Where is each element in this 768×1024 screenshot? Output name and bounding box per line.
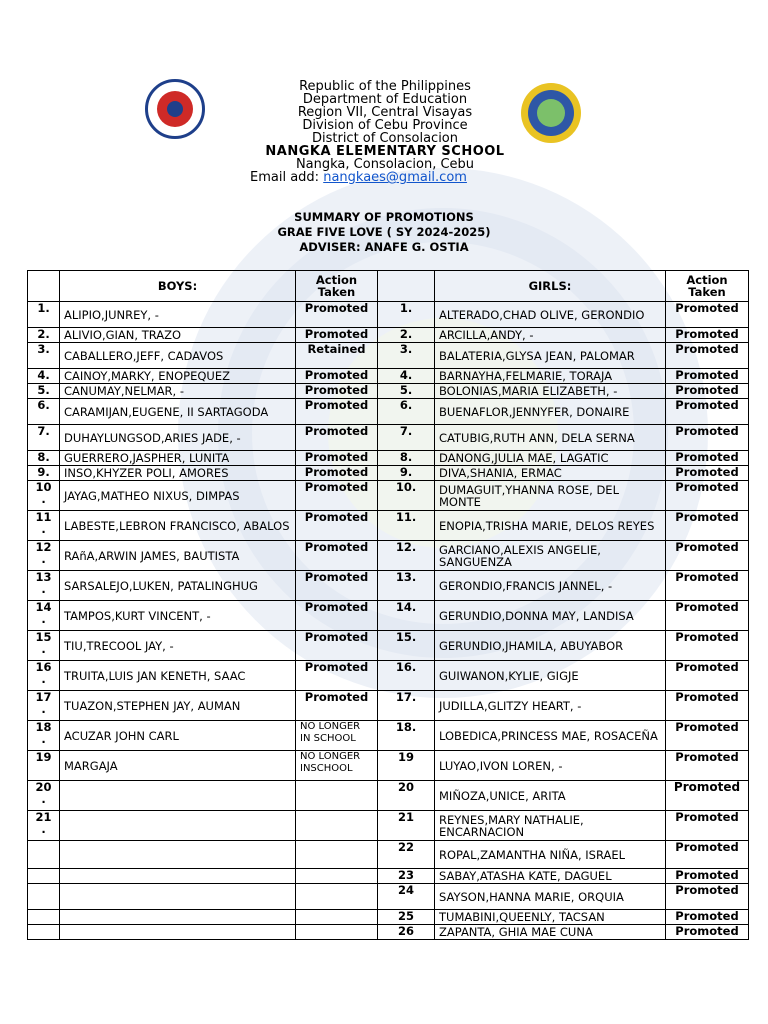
boy-action (296, 925, 378, 940)
boy-number: 13 . (28, 571, 60, 601)
boy-name (60, 781, 296, 811)
girl-action: Promoted (666, 511, 749, 541)
girl-action: Promoted (666, 661, 749, 691)
boy-action: NO LONGER INSCHOOL (296, 751, 378, 781)
boy-number: 1. (28, 302, 60, 328)
girl-name: TUMABINI,QUEENLY, TACSAN (435, 910, 666, 925)
girl-action: Promoted (666, 369, 749, 384)
boy-name (60, 811, 296, 841)
girl-action: Promoted (666, 481, 749, 511)
header-boys-action: Action Taken (296, 271, 378, 302)
girl-action: Promoted (666, 384, 749, 399)
boy-name: TUAZON,STEPHEN JAY, AUMAN (60, 691, 296, 721)
boy-action: Promoted (296, 384, 378, 399)
promotions-table (27, 270, 749, 940)
girl-action: Promoted (666, 451, 749, 466)
girl-number: 3. (378, 343, 435, 369)
table-row (28, 481, 749, 511)
boy-name: TRUITA,LUIS JAN KENETH, SAAC (60, 661, 296, 691)
letterhead-line: Region VII, Central Visayas (297, 105, 473, 120)
girl-action: Promoted (666, 721, 749, 751)
boy-action: Promoted (296, 601, 378, 631)
school-name: NANGKA ELEMENTARY SCHOOL (265, 144, 505, 159)
boy-number (28, 869, 60, 884)
boy-action (296, 781, 378, 811)
girl-action: Promoted (666, 601, 749, 631)
email-row (200, 171, 570, 184)
summary-title: SUMMARY OF PROMOTIONS (294, 210, 474, 224)
boy-name: RAñA,ARWIN JAMES, BAUTISTA (60, 541, 296, 571)
table-row (28, 925, 749, 940)
boy-number: 14 . (28, 601, 60, 631)
boy-number (28, 841, 60, 869)
girl-name: GERUNDIO,JHAMILA, ABUYABOR (435, 631, 666, 661)
boy-number: 21 . (28, 811, 60, 841)
boy-action: Promoted (296, 328, 378, 343)
girl-number: 8. (378, 451, 435, 466)
boy-name (60, 841, 296, 869)
girl-number: 25 (378, 910, 435, 925)
table-row (28, 451, 749, 466)
table-body (28, 302, 749, 940)
girl-number: 24 (378, 884, 435, 910)
girl-action: Promoted (666, 425, 749, 451)
table-row (28, 511, 749, 541)
boy-name (60, 910, 296, 925)
table-row (28, 631, 749, 661)
boy-name (60, 869, 296, 884)
boy-action: Promoted (296, 691, 378, 721)
boy-number: 4. (28, 369, 60, 384)
girl-action: Promoted (666, 541, 749, 571)
boy-action: NO LONGER IN SCHOOL (296, 721, 378, 751)
girl-number: 11. (378, 511, 435, 541)
girl-name: ZAPANTA, GHIA MAE CUNA (435, 925, 666, 940)
boy-name: CAINOY,MARKY, ENOPEQUEZ (60, 369, 296, 384)
boy-action: Promoted (296, 451, 378, 466)
table-row (28, 466, 749, 481)
header-boy-number (28, 271, 60, 302)
boy-number (28, 910, 60, 925)
boy-name: JAYAG,MATHEO NIXUS, DIMPAS (60, 481, 296, 511)
boy-action (296, 910, 378, 925)
boy-number: 15 . (28, 631, 60, 661)
table-row (28, 571, 749, 601)
boy-number: 8. (28, 451, 60, 466)
girl-name: LOBEDICA,PRINCESS MAE, ROSACEÑA (435, 721, 666, 751)
girl-name: DUMAGUIT,YHANNA ROSE, DEL MONTE (435, 481, 666, 511)
boy-number: 16 . (28, 661, 60, 691)
girl-name: GERONDIO,FRANCIS JANNEL, - (435, 571, 666, 601)
girl-action: Promoted (666, 781, 749, 811)
girl-name: ROPAL,ZAMANTHA NIÑA, ISRAEL (435, 841, 666, 869)
boy-number: 12 . (28, 541, 60, 571)
table-row (28, 302, 749, 328)
boy-number: 17 . (28, 691, 60, 721)
girl-action: Promoted (666, 691, 749, 721)
girl-number: 22 (378, 841, 435, 869)
girl-number: 7. (378, 425, 435, 451)
email-link[interactable]: nangkaes@gmail.com (323, 170, 467, 185)
girl-name: ENOPIA,TRISHA MARIE, DELOS REYES (435, 511, 666, 541)
girl-name: REYNES,MARY NATHALIE, ENCARNACION (435, 811, 666, 841)
girl-name: MIÑOZA,UNICE, ARITA (435, 781, 666, 811)
girl-number: 2. (378, 328, 435, 343)
boy-number: 18 . (28, 721, 60, 751)
girl-action: Promoted (666, 343, 749, 369)
girl-action: Promoted (666, 751, 749, 781)
boy-action: Promoted (296, 661, 378, 691)
header-girls-action: Action Taken (666, 271, 749, 302)
boy-number (28, 884, 60, 910)
girl-action: Promoted (666, 466, 749, 481)
table-row (28, 328, 749, 343)
girl-name: SAYSON,HANNA MARIE, ORQUIA (435, 884, 666, 910)
boy-action: Promoted (296, 302, 378, 328)
boy-name: MARGAJA (60, 751, 296, 781)
boy-name: TIU,TRECOOL JAY, - (60, 631, 296, 661)
girl-name: BUENAFLOR,JENNYFER, DONAIRE (435, 399, 666, 425)
girl-name: BALATERIA,GLYSA JEAN, PALOMAR (435, 343, 666, 369)
summary-adviser: ADVISER: ANAFE G. OSTIA (299, 240, 469, 254)
girl-name: BOLONIAS,MARIA ELIZABETH, - (435, 384, 666, 399)
boy-number (28, 925, 60, 940)
table-row (28, 884, 749, 910)
boy-action: Promoted (296, 466, 378, 481)
girl-name: GERUNDIO,DONNA MAY, LANDISA (435, 601, 666, 631)
table-row (28, 751, 749, 781)
header-girl-number (378, 271, 435, 302)
girl-number: 18. (378, 721, 435, 751)
table-row (28, 601, 749, 631)
girl-action: Promoted (666, 399, 749, 425)
boy-action: Promoted (296, 369, 378, 384)
girl-name: DANONG,JULIA MAE, LAGATIC (435, 451, 666, 466)
girl-name: ALTERADO,CHAD OLIVE, GERONDIO (435, 302, 666, 328)
boy-name: ALIPIO,JUNREY, - (60, 302, 296, 328)
boy-number: 11 . (28, 511, 60, 541)
boy-name (60, 884, 296, 910)
boy-name: CARAMIJAN,EUGENE, II SARTAGODA (60, 399, 296, 425)
header-girls: GIRLS: (435, 271, 666, 302)
boy-name: INSO,KHYZER POLI, AMORES (60, 466, 296, 481)
boy-number: 2. (28, 328, 60, 343)
boy-name: SARSALEJO,LUKEN, PATALINGHUG (60, 571, 296, 601)
girl-action: Promoted (666, 925, 749, 940)
letterhead-line: Department of Education (302, 92, 468, 107)
girl-number: 13. (378, 571, 435, 601)
girl-number: 5. (378, 384, 435, 399)
girl-number: 26 (378, 925, 435, 940)
boy-action: Promoted (296, 541, 378, 571)
girl-action: Promoted (666, 328, 749, 343)
girl-number: 23 (378, 869, 435, 884)
girl-number: 6. (378, 399, 435, 425)
boy-action: Promoted (296, 481, 378, 511)
table-row (28, 661, 749, 691)
boy-action: Promoted (296, 571, 378, 601)
boy-name: ALIVIO,GIAN, TRAZO (60, 328, 296, 343)
table-row (28, 425, 749, 451)
boy-name (60, 925, 296, 940)
table-row (28, 841, 749, 869)
girl-number: 16. (378, 661, 435, 691)
girl-name: ARCILLA,ANDY, - (435, 328, 666, 343)
boy-name: CANUMAY,NELMAR, - (60, 384, 296, 399)
girl-action: Promoted (666, 884, 749, 910)
boy-action: Promoted (296, 425, 378, 451)
letterhead (200, 80, 570, 184)
girl-action: Promoted (666, 571, 749, 601)
table-row (28, 781, 749, 811)
header-boys: BOYS: (60, 271, 296, 302)
girl-action: Promoted (666, 869, 749, 884)
girl-number: 1. (378, 302, 435, 328)
boy-name: DUHAYLUNGSOD,ARIES JADE, - (60, 425, 296, 451)
girl-number: 10. (378, 481, 435, 511)
boy-name: LABESTE,LEBRON FRANCISCO, ABALOS (60, 511, 296, 541)
table-row (28, 343, 749, 369)
table-row (28, 541, 749, 571)
boy-number: 5. (28, 384, 60, 399)
deped-seal-logo (145, 79, 205, 139)
table-header-row (28, 271, 749, 302)
table-row (28, 399, 749, 425)
letterhead-line: Division of Cebu Province (302, 118, 468, 133)
table-row (28, 384, 749, 399)
girl-action: Promoted (666, 631, 749, 661)
girl-action: Promoted (666, 841, 749, 869)
table-row (28, 910, 749, 925)
table-row (28, 721, 749, 751)
boy-action: Promoted (296, 631, 378, 661)
girl-name: DIVA,SHANIA, ERMAC (435, 466, 666, 481)
boy-number: 19 (28, 751, 60, 781)
boy-number: 10 . (28, 481, 60, 511)
boy-number: 3. (28, 343, 60, 369)
boy-name: CABALLERO,JEFF, CADAVOS (60, 343, 296, 369)
girl-action: Promoted (666, 811, 749, 841)
boy-number: 6. (28, 399, 60, 425)
boy-action (296, 869, 378, 884)
table-row (28, 811, 749, 841)
summary-grade: GRAE FIVE LOVE ( SY 2024-2025) (277, 225, 491, 239)
girl-name: LUYAO,IVON LOREN, - (435, 751, 666, 781)
girl-number: 19 (378, 751, 435, 781)
letterhead-line: Republic of the Philippines (299, 79, 471, 94)
boy-action (296, 811, 378, 841)
table-row (28, 369, 749, 384)
boy-action (296, 841, 378, 869)
email-label: Email add: (250, 170, 320, 185)
girl-number: 14. (378, 601, 435, 631)
girl-name: GUIWANON,KYLIE, GIGJE (435, 661, 666, 691)
girl-name: JUDILLA,GLITZY HEART, - (435, 691, 666, 721)
girl-number: 9. (378, 466, 435, 481)
boy-action: Retained (296, 343, 378, 369)
boy-action: Promoted (296, 399, 378, 425)
boy-name: GUERRERO,JASPHER, LUNITA (60, 451, 296, 466)
boy-number: 20 . (28, 781, 60, 811)
summary-heading (200, 210, 568, 255)
boy-name: ACUZAR JOHN CARL (60, 721, 296, 751)
table-row (28, 691, 749, 721)
boy-name: TAMPOS,KURT VINCENT, - (60, 601, 296, 631)
girl-name: BARNAYHA,FELMARIE, TORAJA (435, 369, 666, 384)
girl-name: GARCIANO,ALEXIS ANGELIE, SANGUENZA (435, 541, 666, 571)
girl-number: 20 (378, 781, 435, 811)
girl-number: 4. (378, 369, 435, 384)
girl-name: SABAY,ATASHA KATE, DAGUEL (435, 869, 666, 884)
girl-name: CATUBIG,RUTH ANN, DELA SERNA (435, 425, 666, 451)
boy-number: 7. (28, 425, 60, 451)
girl-action: Promoted (666, 910, 749, 925)
girl-number: 21 (378, 811, 435, 841)
girl-number: 17. (378, 691, 435, 721)
boy-number: 9. (28, 466, 60, 481)
table-row (28, 869, 749, 884)
girl-number: 12. (378, 541, 435, 571)
girl-action: Promoted (666, 302, 749, 328)
boy-action (296, 884, 378, 910)
school-address: Nangka, Consolacion, Cebu (295, 157, 475, 172)
girl-number: 15. (378, 631, 435, 661)
letterhead-line: District of Consolacion (311, 131, 458, 146)
boy-action: Promoted (296, 511, 378, 541)
